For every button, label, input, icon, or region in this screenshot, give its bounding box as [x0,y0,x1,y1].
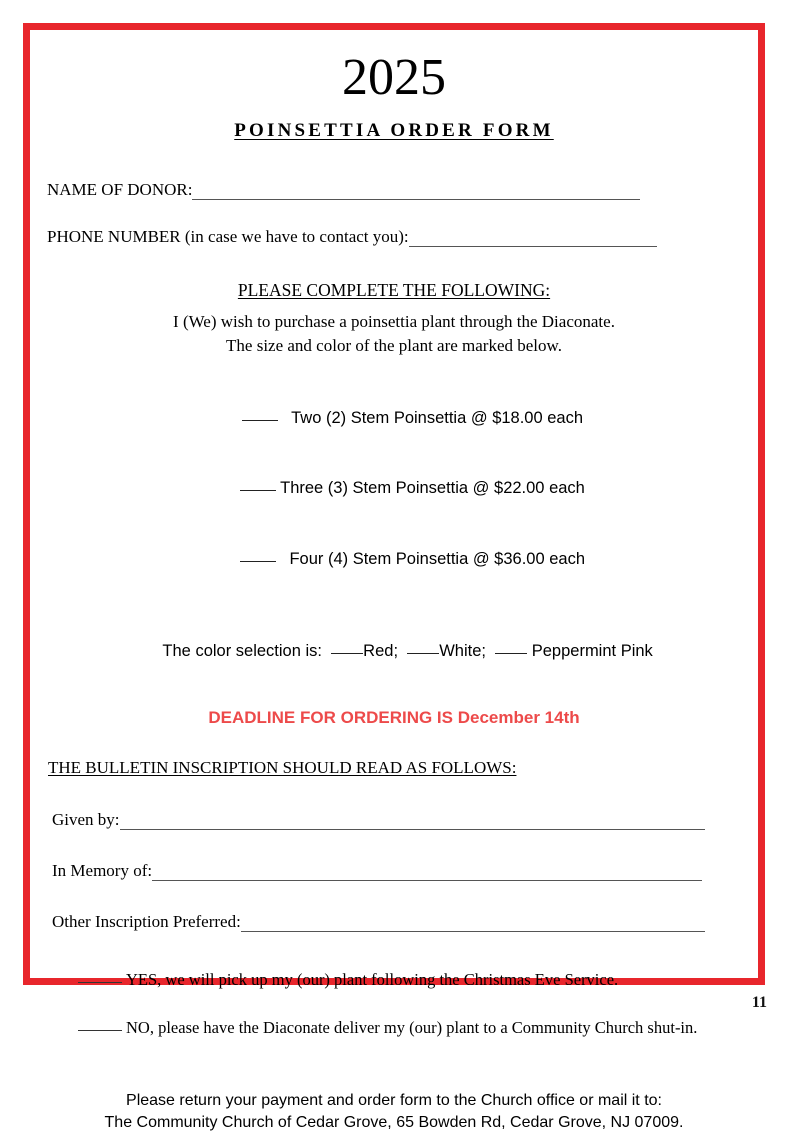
pickup-no-blank[interactable] [78,1030,122,1031]
other-inscription-input[interactable] [241,916,705,932]
stem-option-row [30,454,758,525]
footer-line-2: The Community Church of Cedar Grove, 65 Bowden Rd, Cedar Grove, NJ 07009. [104,1113,684,1131]
instructions-heading [30,280,758,301]
pickup-no-label: NO, please have the Diaconate deliver my (our) plant to a Community Church shut-in. [126,1017,698,1037]
bulletin-heading-text: THE BULLETIN INSCRIPTION SHOULD READ AS FOLLOWS: [48,757,517,777]
instructions-line-2: The size and color of the plant are marked below. [226,336,562,355]
in-memory-of-input[interactable] [152,865,702,881]
stem-option-label-1: Two (2) Stem Poinsettia @ $18.00 each [291,408,584,427]
donor-phone-label: PHONE NUMBER (in case we have to contact you): [47,227,409,246]
deadline-notice: DEADLINE FOR ORDERING IS December 14th [208,707,580,727]
other-inscription-row [30,912,758,932]
stem-option-row [30,524,758,595]
pickup-yes-blank[interactable] [78,982,122,983]
form-content [30,30,758,1131]
page-number: 11 [751,994,767,1011]
in-memory-of-row [30,861,758,881]
page-title-year: 2025 [342,49,446,106]
donor-phone-row [30,227,758,247]
stem-option-quantity-blank-2[interactable] [240,490,276,491]
footer-instructions [30,1090,758,1134]
color-choice-peppermint-pink: Peppermint Pink [531,641,653,660]
in-memory-of-label: In Memory of: [52,860,153,880]
color-blank-red[interactable] [331,653,363,654]
color-selection-label: The color selection is: [162,641,322,660]
donor-name-label: NAME OF DONOR: [47,180,193,199]
color-selection-row [30,623,758,680]
stem-option-quantity-blank-3[interactable] [240,561,276,562]
pickup-yes-row [30,970,758,990]
stem-option-row [30,383,758,454]
stem-option-quantity-blank-1[interactable] [242,420,278,421]
color-blank-peppermint-pink[interactable] [495,653,527,654]
given-by-label: Given by: [52,809,120,829]
stem-option-label-2: Three (3) Stem Poinsettia @ $22.00 each [280,479,585,497]
instructions-line-1: I (We) wish to purchase a poinsettia plant through the Diaconate. [173,312,615,331]
other-inscription-label: Other Inscription Preferred: [52,911,241,931]
donor-name-row [30,180,758,200]
given-by-input[interactable] [120,814,705,830]
color-choice-white: White; [439,641,486,660]
bulletin-heading [30,758,758,778]
donor-phone-input[interactable] [409,231,657,247]
form-title: POINSETTIA ORDER FORM [234,120,554,141]
instructions-heading-text: PLEASE COMPLETE THE FOLLOWING: [237,280,551,300]
stem-option-label-3: Four (4) Stem Poinsettia @ $36.00 each [289,549,586,568]
stem-options-list [30,383,758,595]
footer-line-1: Please return your payment and order form to the Church office or mail it to: [126,1091,662,1109]
pickup-no-row [30,1018,758,1038]
given-by-row [30,810,758,830]
donor-name-input[interactable] [192,184,640,200]
color-blank-white[interactable] [407,653,439,654]
pickup-yes-label: YES, we will pick up my (our) plant following the Christmas Eve Service. [126,969,619,989]
color-choice-red: Red; [363,641,399,660]
